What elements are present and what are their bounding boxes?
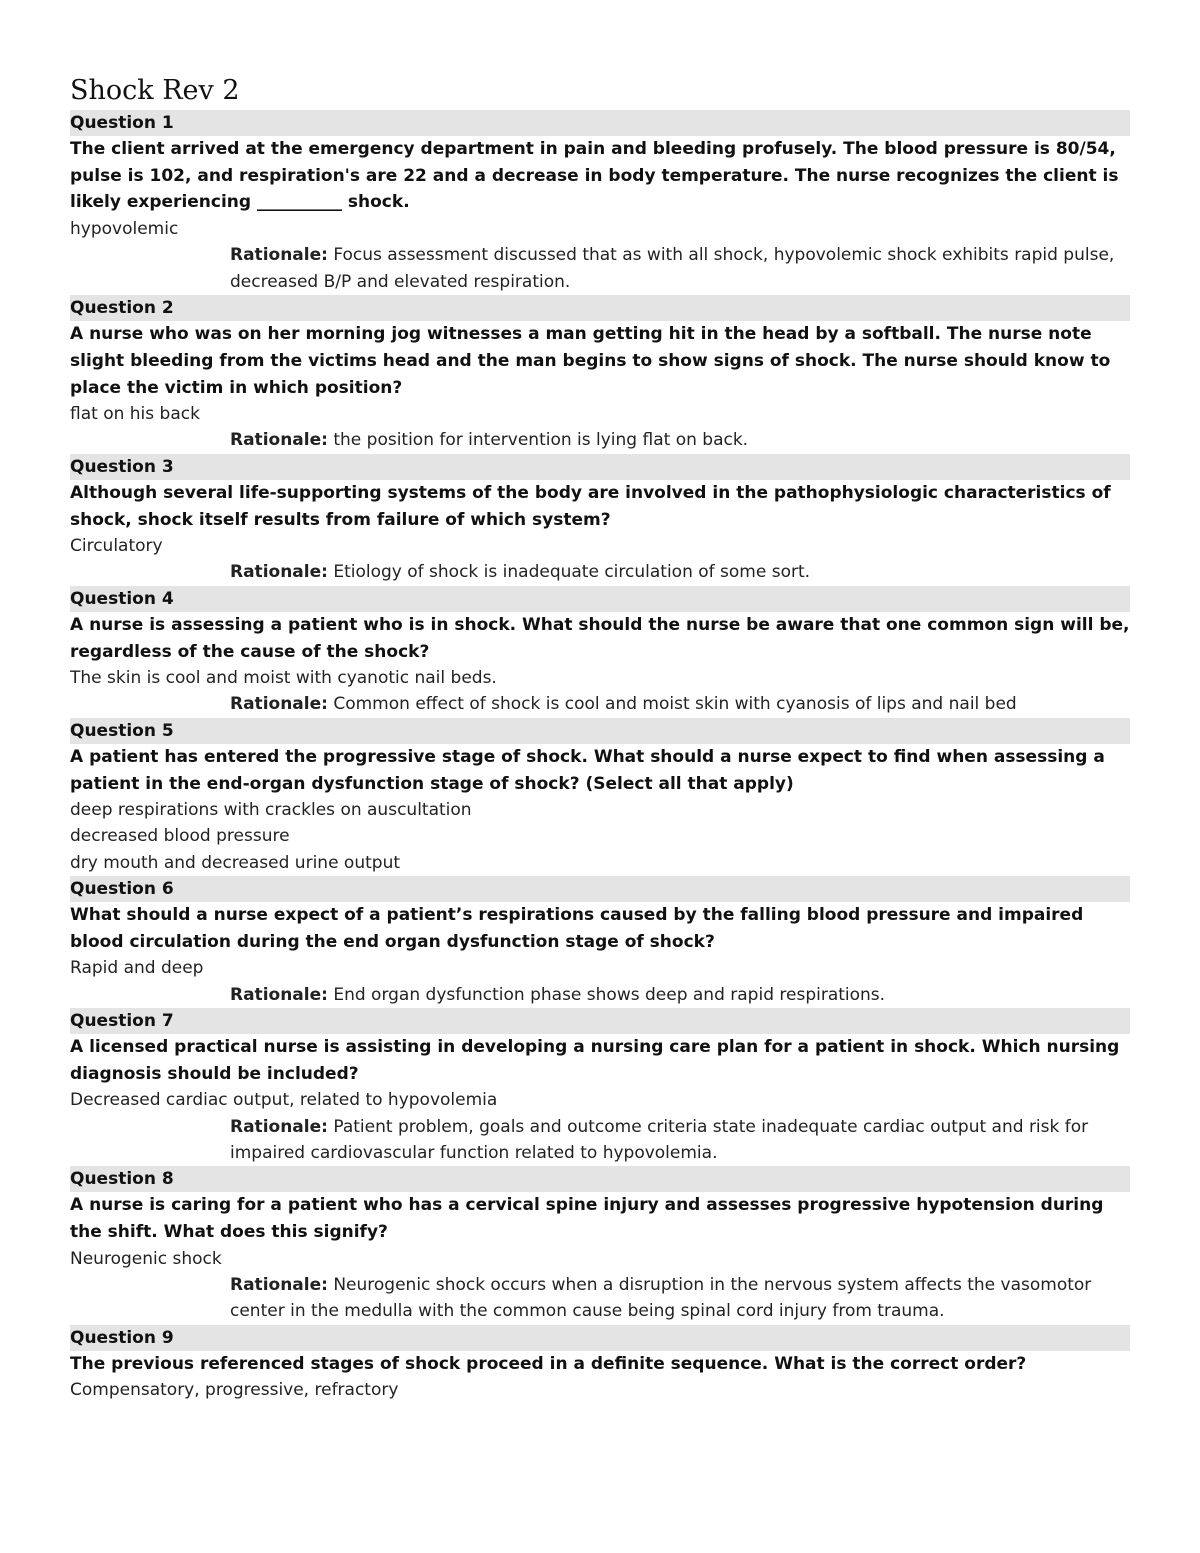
answer-text: decreased blood pressure [70, 826, 290, 847]
question-label: Question 2 [70, 295, 1130, 321]
question-label: Question 9 [70, 1325, 1130, 1351]
rationale-label: Rationale: [230, 430, 328, 451]
rationale-label: Rationale: [230, 245, 328, 266]
question-label: Question 6 [70, 876, 1130, 902]
question-text: A patient has entered the progressive stage of shock. What should a nurse expect to find when assessing a patient in the end-organ dysfunction stage of shock? (Select all that apply) [70, 746, 1105, 794]
document-page [70, 72, 1130, 1404]
rationale-label: Rationale: [230, 984, 328, 1005]
question-label: Question 1 [70, 110, 1130, 136]
rationale [70, 559, 1130, 585]
rationale-text: Patient problem, goals and outcome criteria state inadequate cardiac output and risk for impaired cardiovascular function related to hypovolemia. [230, 1116, 1089, 1163]
question-block-4 [70, 586, 1130, 718]
answer-text: hypovolemic [70, 219, 179, 240]
question-text: A nurse who was on her morning jog witnesses a man getting hit in the head by a softball. The nurse note slight bleeding from the victims head and the man begins to show signs of shock. The nurse should know to place the victim in which position? [70, 324, 1111, 398]
question-text: The client arrived at the emergency department in pain and bleeding profusely. The blood pressure is 80/54, pulse is 102, and respiration's are 22 and a decrease in body temperature. The nurse recognizes the client is likely experiencing __________ shock. [70, 139, 1119, 213]
answer-text: Rapid and deep [70, 958, 204, 979]
question-block-2 [70, 295, 1130, 454]
rationale-label: Rationale: [230, 694, 328, 715]
rationale-label: Rationale: [230, 1274, 328, 1295]
rationale-text: Neurogenic shock occurs when a disruption in the nervous system affects the vasomotor center in the medulla with the common cause being spinal cord injury from trauma. [230, 1274, 1092, 1322]
rationale-text: Focus assessment discussed that as with all shock, hypovolemic shock exhibits rapid pulse, decreased B/P and elevated respiration. [230, 245, 1115, 292]
question-block-5 [70, 718, 1130, 876]
question-label: Question 4 [70, 586, 1130, 612]
question-text: A nurse is caring for a patient who has a cervical spine injury and assesses progressive hypotension during the shift. What does this signify? [70, 1195, 1104, 1243]
answer-text: Circulatory [70, 536, 163, 557]
rationale [70, 1114, 1130, 1167]
rationale [70, 1272, 1130, 1325]
rationale [70, 427, 1130, 453]
rationale [70, 982, 1130, 1008]
answer-text: Decreased cardiac output, related to hypovolemia [70, 1090, 498, 1111]
page-title: Shock Rev 2 [70, 75, 240, 106]
question-block-7 [70, 1008, 1130, 1166]
rationale-text: Etiology of shock is inadequate circulation of some sort. [333, 562, 811, 583]
question-text: The previous referenced stages of shock proceed in a definite sequence. What is the correct order? [70, 1353, 1027, 1374]
question-block-9 [70, 1325, 1130, 1404]
question-label: Question 5 [70, 718, 1130, 744]
question-block-8 [70, 1166, 1130, 1324]
rationale-text: Common effect of shock is cool and moist skin with cyanosis of lips and nail bed [333, 694, 1017, 715]
question-text: What should a nurse expect of a patient’s respirations caused by the falling blood pressure and impaired blood circulation during the end organ dysfunction stage of shock? [70, 904, 1084, 952]
answer-text: Compensatory, progressive, refractory [70, 1380, 399, 1401]
answer-text: deep respirations with crackles on auscultation [70, 800, 472, 821]
question-list [70, 110, 1130, 1404]
question-block-3 [70, 454, 1130, 586]
rationale-text: End organ dysfunction phase shows deep and rapid respirations. [333, 984, 886, 1005]
answer-text: Neurogenic shock [70, 1248, 222, 1269]
rationale [70, 242, 1130, 295]
question-label: Question 8 [70, 1166, 1130, 1192]
question-block-6 [70, 876, 1130, 1008]
question-text: Although several life-supporting systems of the body are involved in the pathophysiologic characteristics of shock, shock itself results from failure of which system? [70, 482, 1111, 530]
question-label: Question 7 [70, 1008, 1130, 1034]
question-block-1 [70, 110, 1130, 295]
question-label: Question 3 [70, 454, 1130, 480]
answer-text: The skin is cool and moist with cyanotic nail beds. [70, 668, 497, 689]
question-text: A nurse is assessing a patient who is in shock. What should the nurse be aware that one common sign will be, regardless of the cause of the shock? [70, 614, 1130, 662]
rationale-text: the position for intervention is lying flat on back. [333, 430, 749, 451]
answer-text: dry mouth and decreased urine output [70, 852, 401, 873]
question-text: A licensed practical nurse is assisting in developing a nursing care plan for a patient in shock. Which nursing diagnosis should be included? [70, 1036, 1120, 1084]
rationale-label: Rationale: [230, 562, 328, 583]
rationale-label: Rationale: [230, 1116, 328, 1137]
answer-text: flat on his back [70, 404, 200, 425]
rationale [70, 691, 1130, 717]
